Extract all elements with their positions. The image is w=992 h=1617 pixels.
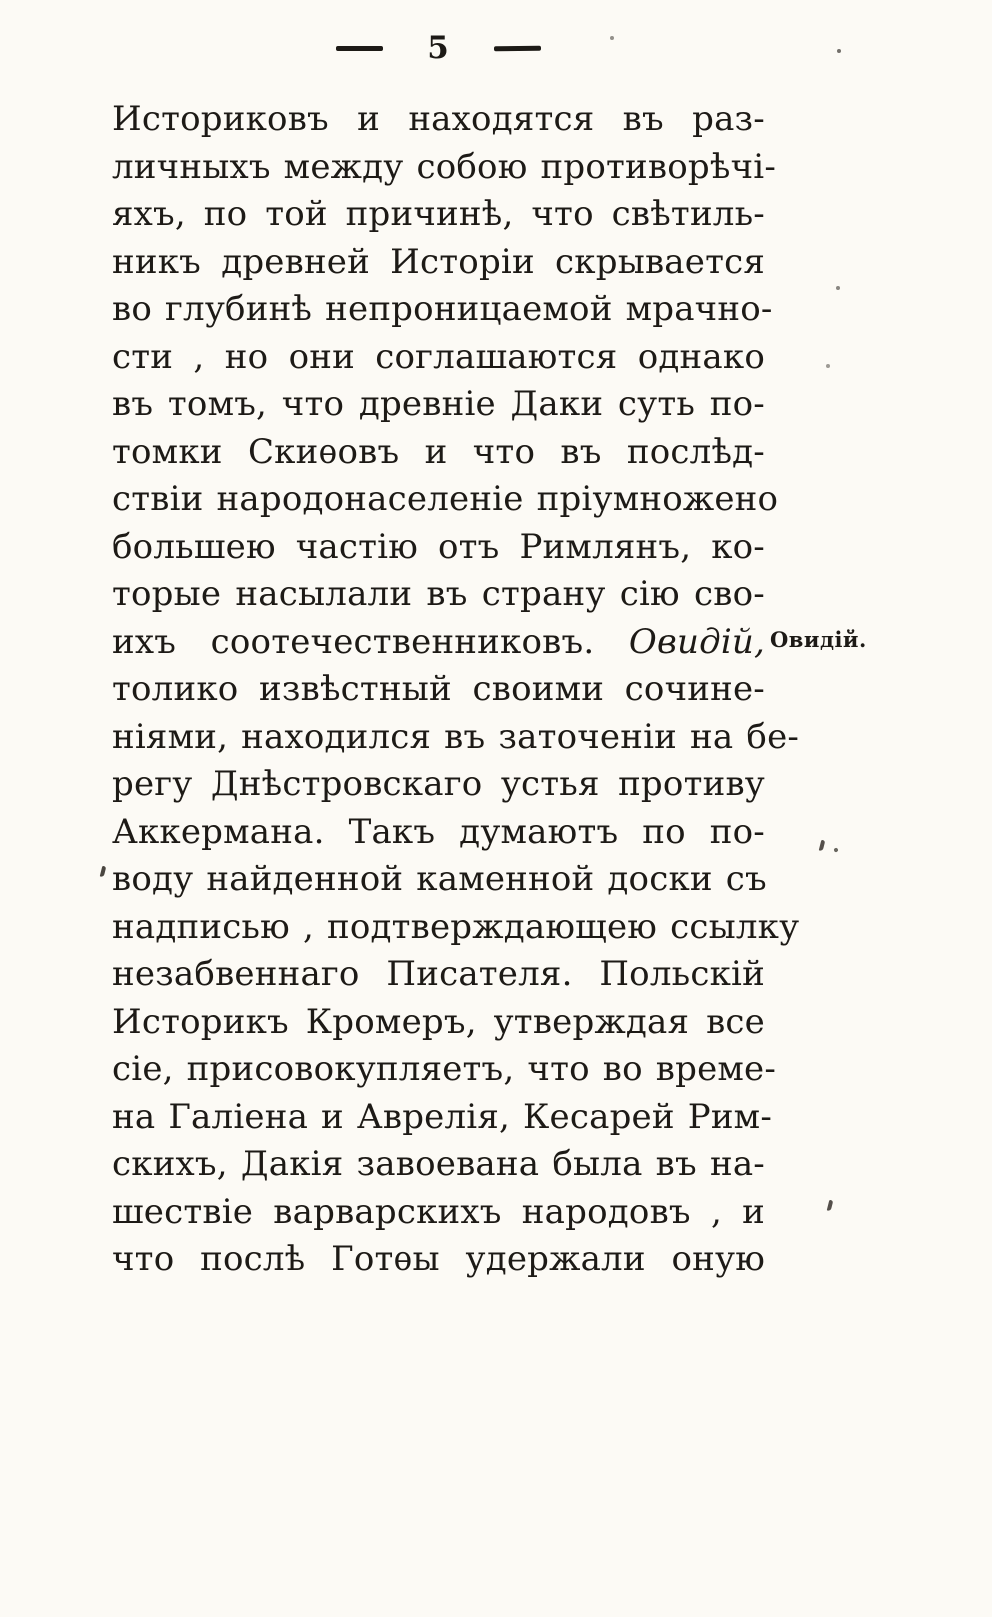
text-line: большею частію отъ Римлянъ, ко- xyxy=(112,526,765,567)
text-line: воду найденной каменной доски съ xyxy=(112,859,767,899)
text-line: надписью , подтверждающею ссылку xyxy=(112,906,800,947)
text-line: незабвеннаго Писателя. Польскій xyxy=(112,954,765,994)
margin-note-ovid: Овидій. xyxy=(770,627,867,652)
text-line: никъ древней Исторіи скрывается xyxy=(112,241,765,282)
header-dash-left-icon xyxy=(336,46,383,51)
text-line: Историкъ Кромеръ, утверждая все xyxy=(112,1001,765,1042)
text-line: ніями, находился въ заточеніи на бе- xyxy=(112,716,800,757)
text-line: Историковъ и находятся въ раз- xyxy=(112,99,765,139)
page-number: 5 xyxy=(427,29,450,66)
text-line: сти , но они соглашаются однако xyxy=(112,336,765,377)
text-line: Аккермана. Такъ думаютъ по по- xyxy=(112,811,765,852)
text-line: толико извѣстный своими сочине- xyxy=(112,669,765,709)
text-line: торые насылали въ страну сію сво- xyxy=(112,574,765,614)
text-line: сіе, присовокупляетъ, что во време- xyxy=(112,1049,777,1089)
scan-speck xyxy=(837,49,841,53)
text-line: въ томъ, что древніе Даки суть по- xyxy=(112,384,765,424)
text-line: яхъ, по той причинѣ, что свѣтиль- xyxy=(112,194,765,234)
scan-speck xyxy=(100,866,107,878)
text-line-with-ovid xyxy=(112,619,765,667)
header-dash-right-icon xyxy=(494,45,541,50)
text-line: ствіи народонаселеніе пріумножено xyxy=(112,479,779,519)
scan-speck xyxy=(827,1200,834,1212)
text-line: личныхъ между собою противорѣчі- xyxy=(112,146,777,187)
text-line-regular: ихъ соотечественниковъ. xyxy=(112,621,595,662)
ovid-name-italic: Овидій, xyxy=(628,621,765,662)
text-line: томки Скиѳовъ и что въ послѣд- xyxy=(112,431,765,472)
text-line: шествіе варварскихъ народовъ , и xyxy=(112,1191,765,1232)
text-line: во глубинѣ непроницаемой мрачно- xyxy=(112,289,773,329)
scan-speck xyxy=(610,36,614,40)
text-line: что послѣ Готѳы удержали оную xyxy=(112,1239,765,1279)
text-line: регу Днѣстровскаго устья противу xyxy=(112,764,765,804)
scan-speck xyxy=(826,364,830,368)
scan-speck xyxy=(833,847,838,852)
scan-speck xyxy=(819,840,826,852)
running-head xyxy=(112,26,765,70)
text-line: скихъ, Дакія завоевана была въ на- xyxy=(112,1144,765,1184)
scan-speck xyxy=(836,286,840,290)
text-line: на Галіена и Аврелія, Кесарей Рим- xyxy=(112,1096,773,1137)
body-text xyxy=(112,96,800,1284)
